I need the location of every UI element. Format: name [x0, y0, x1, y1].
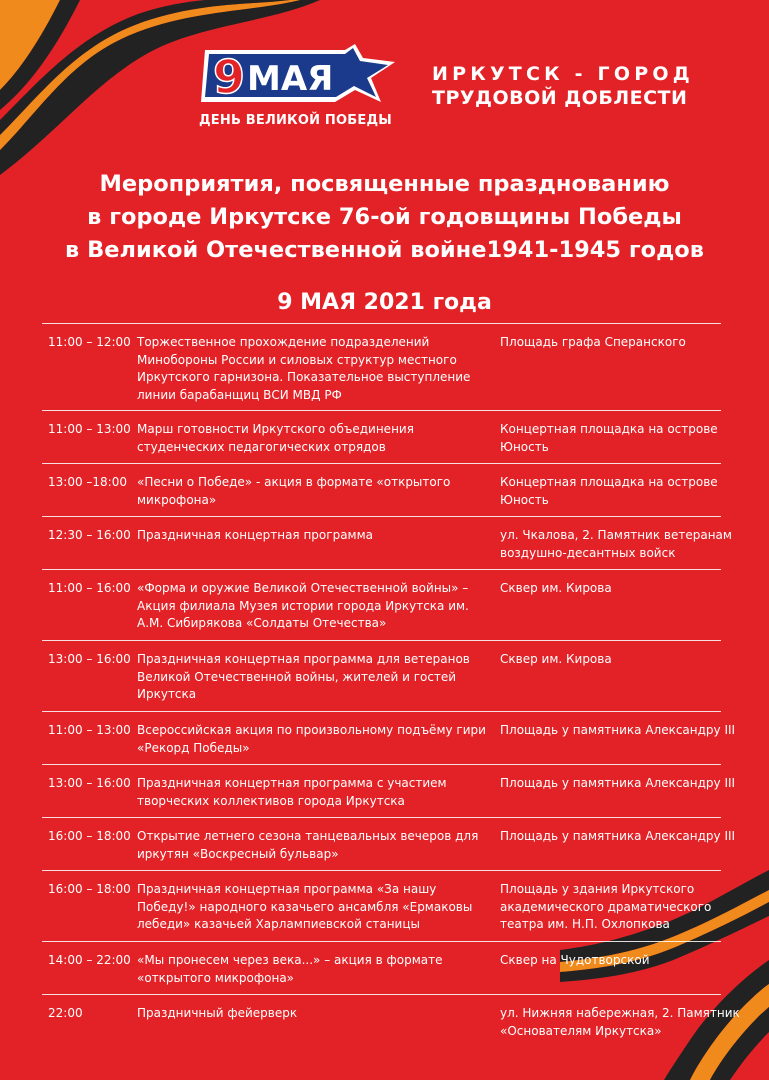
event-time: 14:00 – 22:00	[48, 953, 131, 967]
event-time: 13:00 – 16:00	[48, 776, 131, 790]
title-line2: в городе Иркутске 76-ой годовщины Победы	[87, 204, 682, 230]
event-title: «Мы пронесем через века...» – акция в формате «открытого микрофона»	[137, 953, 443, 985]
table-row	[42, 464, 721, 517]
event-place: Сквер им. Кирова	[500, 581, 612, 595]
table-row	[42, 641, 721, 712]
event-title: Праздничная концертная программа	[137, 528, 374, 542]
event-place: Площадь графа Сперанского	[500, 335, 686, 349]
event-time: 11:00 – 12:00	[48, 335, 131, 349]
event-title: Всероссийская акция по произвольному подъёму гири «Рекорд Победы»	[137, 723, 486, 755]
table-row	[42, 411, 721, 464]
event-time: 11:00 – 16:00	[48, 581, 131, 595]
title-line1: Мероприятия, посвященные празднованию	[99, 171, 670, 197]
events-table	[42, 323, 740, 1047]
logo-number: 9	[213, 50, 246, 104]
table-row	[42, 818, 736, 871]
event-place: ул. Чкалова, 2. Памятник ветеранам воздушно-десантных войск	[500, 528, 732, 560]
city-slogan-line2: ТРУДОВОЙ ДОБЛЕСТИ	[432, 87, 688, 109]
event-place: Концертная площадка на острове Юность	[500, 422, 718, 454]
event-title: Марш готовности Иркутского объединения студенческих педагогических отрядов	[137, 422, 414, 454]
event-place: Площадь у памятника Александру III	[500, 723, 736, 737]
table-row	[42, 942, 721, 995]
event-time: 16:00 – 18:00	[48, 882, 131, 896]
event-date: 9 МАЯ 2021 года	[277, 290, 492, 315]
event-place: Площадь у здания Иркутского академического драматического театра им. Н.П. Охлопкова	[500, 882, 712, 931]
event-place: ул. Нижняя набережная, 2. Памятник «Основателям Иркутска»	[500, 1006, 740, 1038]
event-time: 13:00 – 16:00	[48, 652, 131, 666]
event-title: «Песни о Победе» - акция в формате «открытого микрофона»	[137, 475, 451, 507]
event-title: Открытие летнего сезона танцевальных вечеров для иркутян «Воскресный бульвар»	[137, 829, 479, 861]
event-place: Площадь у памятника Александру III	[500, 776, 736, 790]
table-row	[42, 995, 740, 1047]
event-place: Площадь у памятника Александру III	[500, 829, 736, 843]
event-title: Торжественное прохождение подразделений Минобороны России и силовых структур местного Иркутского гарнизона. Показательное выступление линии барабанщиц ВСИ МВД РФ	[137, 335, 471, 402]
page-title	[0, 168, 769, 267]
event-time: 11:00 – 13:00	[48, 723, 131, 737]
logo-star-badge	[195, 44, 395, 106]
event-title: Праздничный фейерверк	[137, 1006, 298, 1020]
table-row	[42, 712, 736, 765]
table-row	[42, 871, 721, 942]
table-row	[42, 324, 721, 411]
event-title: Праздничная концертная программа с участием творческих коллективов города Иркутска	[137, 776, 447, 808]
title-line3: в Великой Отечественной войне1941-1945 годов	[65, 237, 704, 263]
event-time: 11:00 – 13:00	[48, 422, 131, 436]
event-place: Концертная площадка на острове Юность	[500, 475, 718, 507]
logo-month: МАЯ	[247, 59, 334, 99]
table-row	[42, 570, 721, 641]
event-title: «Форма и оружие Великой Отечественной войны» – Акция филиала Музея истории города Иркутска им. А.М. Сибирякова «Солдаты Отечества»	[137, 581, 469, 630]
event-title: Праздничная концертная программа «За нашу Победу!» народного казачьего ансамбля «Ермаковы лебеди» казачьей Харлампиевской станицы	[137, 882, 473, 931]
table-row	[42, 765, 736, 818]
city-slogan	[432, 62, 694, 110]
event-time: 16:00 – 18:00	[48, 829, 131, 843]
table-row	[42, 517, 732, 570]
event-time: 12:30 – 16:00	[48, 528, 131, 542]
event-place: Сквер на Чудотворской	[500, 953, 650, 967]
event-time: 13:00 –18:00	[48, 475, 127, 489]
logo-subtitle: ДЕНЬ ВЕЛИКОЙ ПОБЕДЫ	[199, 113, 392, 128]
event-time: 22:00	[48, 1006, 83, 1020]
event-title: Праздничная концертная программа для ветеранов Великой Отечественной войны, жителей и гостей Иркутска	[137, 652, 470, 701]
victory-day-logo	[195, 44, 400, 134]
event-place: Сквер им. Кирова	[500, 652, 612, 666]
city-slogan-line1: ИРКУТСК - ГОРОД	[432, 63, 694, 85]
